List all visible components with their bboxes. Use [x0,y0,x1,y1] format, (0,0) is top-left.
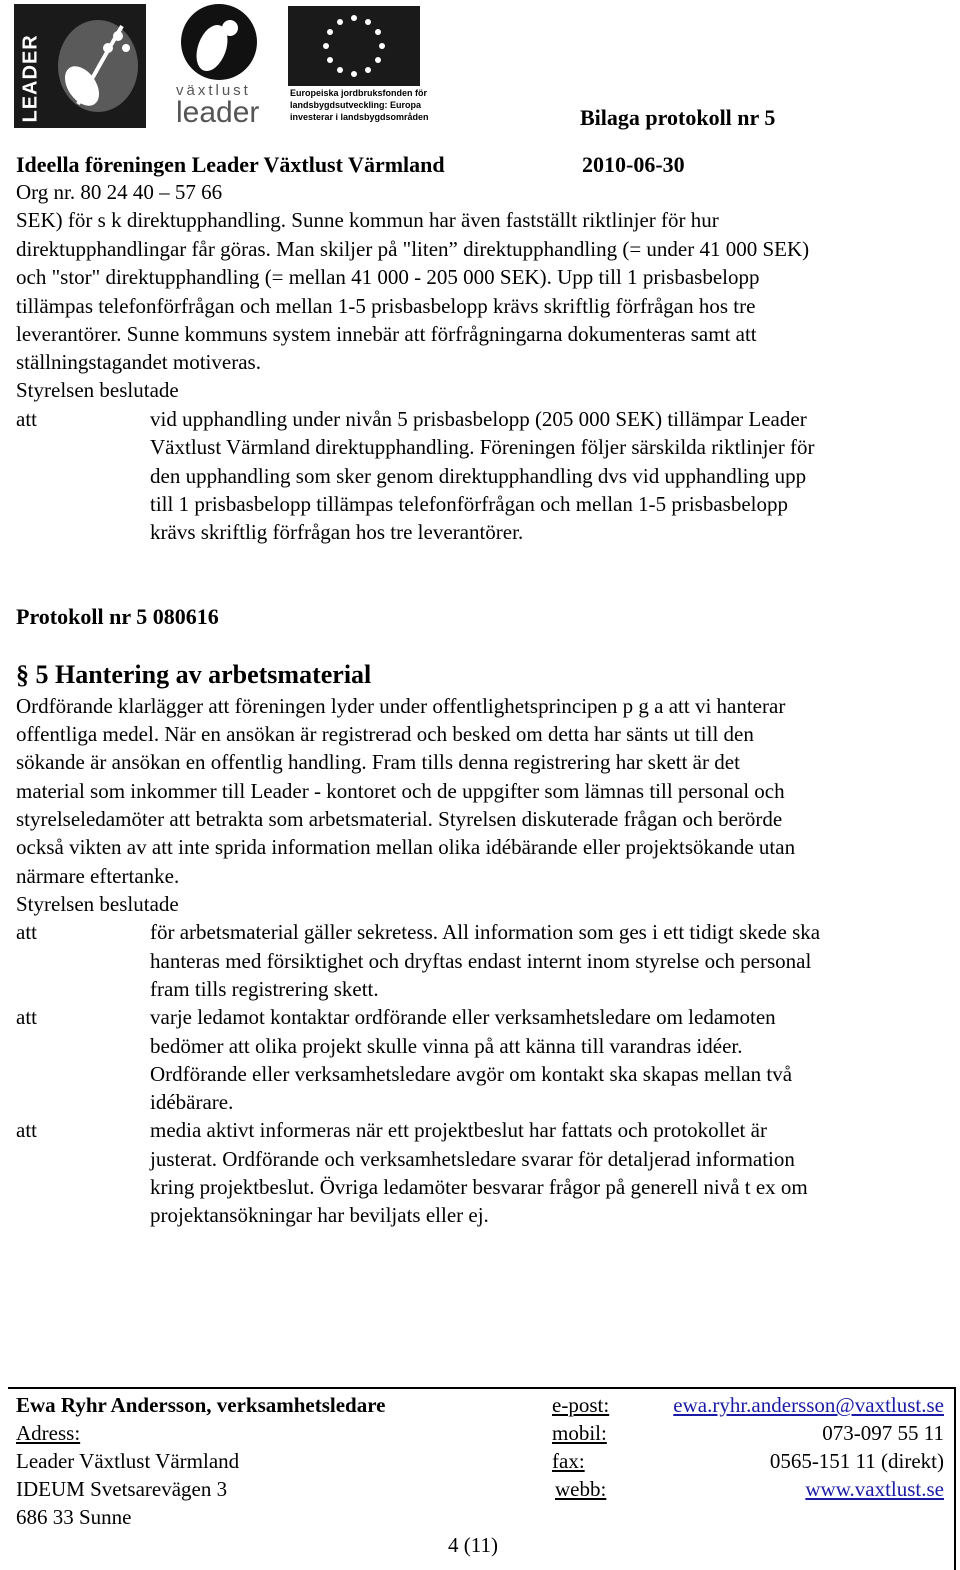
section-body-line: sökande är ansökan en offentlig handling. Fram tills denna registrering har skett är det [16,750,740,774]
org-name: Ideella föreningen Leader Växtlust Värmland [16,152,445,177]
leader-logo-text: LEADER [19,34,42,123]
eu-text-1: Europeiska jordbruksfonden för [290,88,428,98]
footer-email-label: e-post: [552,1393,610,1417]
footer-mobile: 073-097 55 11 [822,1421,944,1445]
leader-logo [14,4,146,128]
att-label: att [16,1005,37,1029]
vaxtlust-logo-top: växtlust [176,82,251,99]
vaxtlust-emblem-icon [174,2,264,82]
eu-text-3: investerar i landsbygdsområden [290,112,429,122]
decision-line: projektansökningar har beviljats eller ej. [150,1203,489,1227]
decision-line: krävs skriftlig förfrågan hos tre leverantörer. [150,520,524,544]
footer-fax: 0565-151 11 (direkt) [769,1449,944,1473]
intro-line: och "stor" direktupphandling (= mellan 41 000 - 205 000 SEK). Upp till 1 prisbasbelopp [16,265,760,289]
att-label: att [16,920,37,944]
eu-flag [288,6,420,86]
eu-text-2: landsbygdsutveckling: Europa [290,100,422,110]
section-body-line: offentliga medel. När en ansökan är registrerad och besked om detta har sänts ut till den [16,722,754,746]
protocol-title: Protokoll nr 5 080616 [16,604,219,629]
document-date: 2010-06-30 [582,152,685,177]
vaxtlust-logo [164,2,278,130]
leaf-icon [48,14,140,118]
footer-fax-label: fax: [552,1449,585,1473]
page-number: 4 (11) [448,1533,498,1557]
intro-line: direktupphandlingar får göras. Man skiljer på "liten” direktupphandling (= under 41 000 SEK) [16,237,810,261]
decision-line: den upphandling som sker genom direktupphandling dvs vid upphandling upp [150,464,807,488]
decision-line: Växtlust Värmland direktupphandling. Föreningen följer särskilda riktlinjer för [150,435,815,459]
section-body-line: styrelseledamöter att betrakta som arbetsmaterial. Styrelsen diskuterade frågan och berörde [16,807,783,831]
decision-line: justerat. Ordförande och verksamhetsledare svarar för detaljerad information [150,1147,795,1171]
intro-line: tillämpas telefonförfrågan och mellan 1-5 prisbasbelopp krävs skriftlig förfrågan hos tre [16,294,756,318]
eu-stars-icon [320,12,388,80]
decision-line: varje ledamot kontaktar ordförande eller verksamhetsledare om ledamoten [150,1005,776,1029]
footer-web-label: webb: [555,1477,607,1501]
decision-line: Ordförande eller verksamhetsledare avgör om kontakt ska skapas mellan två [150,1062,793,1086]
decision-line: hanteras med försiktighet och dryftas endast internt inom styrelse och personal [150,949,812,973]
footer-right-rule [954,1387,956,1570]
decision-line: kring projektbeslut. Övriga ledamöter besvarar frågor på generell nivå t ex om [150,1175,808,1199]
section-title: § 5 Hantering av arbetsmaterial [16,660,372,689]
section-body-line: Ordförande klarlägger att föreningen lyder under offentlighetsprincipen p g a att vi hanterar [16,694,786,718]
footer-name: Ewa Ryhr Andersson, verksamhetsledare [16,1393,386,1417]
footer-web-link[interactable]: www.vaxtlust.se [805,1477,944,1501]
decision-line: media aktivt informeras när ett projektbeslut har fattats och protokollet är [150,1118,767,1142]
intro-line: SEK) för s k direktupphandling. Sunne kommun har även fastställt riktlinjer för hur [16,208,719,232]
section-body-line: närmare eftertanke. [16,864,180,888]
decision-heading: Styrelsen beslutade [16,892,179,916]
att-label: att [16,1118,37,1142]
intro-line: ställningstagandet motiveras. [16,350,261,374]
intro-line: leverantörer. Sunne kommuns system innebär att förfrågningarna dokumenteras samt att [16,322,757,346]
att-label: att [16,407,37,431]
decision-line: bedömer att olika projekt skulle vinna på att känna till varandras idéer. [150,1034,743,1058]
decision-line: fram tills registrering skett. [150,977,379,1001]
attachment-label: Bilaga protokoll nr 5 [580,105,776,130]
org-number: Org nr. 80 24 40 – 57 66 [16,180,223,204]
footer-rule [8,1387,956,1389]
decision-heading: Styrelsen beslutade [16,378,179,402]
eu-logo [288,6,429,130]
decision-line: vid upphandling under nivån 5 prisbasbelopp (205 000 SEK) tillämpar Leader [150,407,807,431]
footer-mobile-label: mobil: [552,1421,607,1445]
section-body-line: material som inkommer till Leader - kontoret och de uppgifter som lämnas till personal och [16,779,785,803]
footer-address-line: 686 33 Sunne [16,1505,132,1529]
footer-address-line: Leader Växtlust Värmland [16,1449,240,1473]
section-body-line: också vikten av att inte sprida information mellan olika idébärande eller projektsökande utan [16,835,796,859]
footer-address-line: IDEUM Svetsarevägen 3 [16,1477,228,1501]
decision-line: idébärare. [150,1090,234,1114]
footer-email-link[interactable]: ewa.ryhr.andersson@vaxtlust.se [673,1393,944,1417]
vaxtlust-logo-bottom: leader [176,96,260,129]
decision-line: till 1 prisbasbelopp tillämpas telefonförfrågan och mellan 1-5 prisbasbelopp [150,492,788,516]
decision-line: för arbetsmaterial gäller sekretess. All information som ges i ett tidigt skede ska [150,920,821,944]
footer-address-label: Adress: [16,1421,81,1445]
